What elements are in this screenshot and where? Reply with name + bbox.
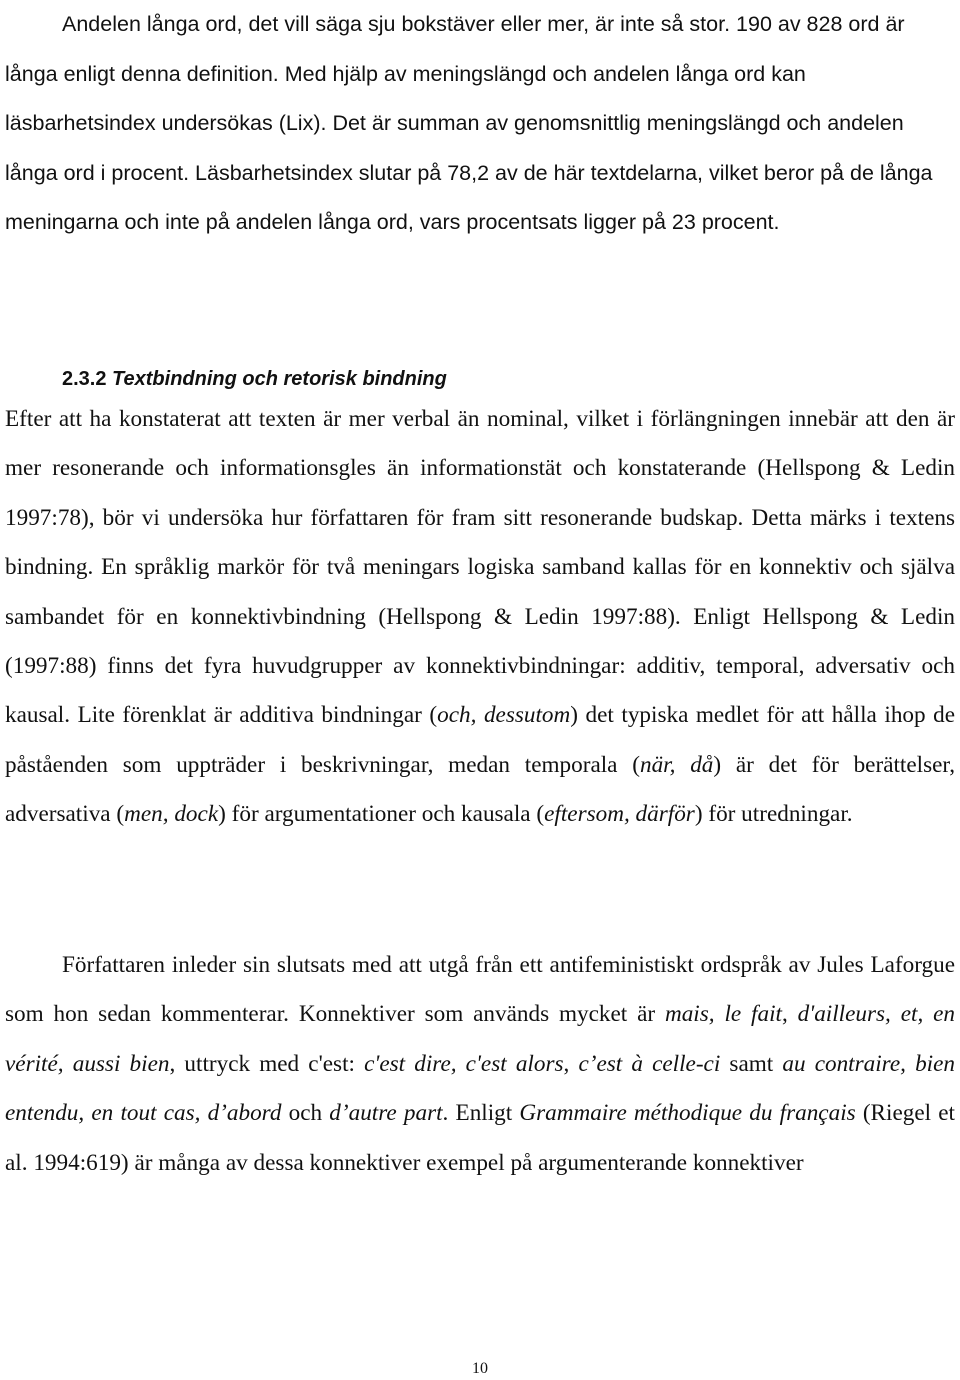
paragraph-conclusion: [5, 941, 955, 1188]
example-connective: au contraire, bien entendu, en tout cas, d’abord: [5, 1050, 955, 1127]
example-temporal: när, då: [639, 751, 714, 778]
example-adversative: men, dock: [124, 801, 219, 828]
text-run: och: [281, 1100, 330, 1127]
text-run: ) det typiska medlet för att hålla ihop de påståenden som uppträder i beskrivningar, medan temporala (: [5, 702, 956, 778]
text-run: samt: [720, 1050, 783, 1077]
example-connective: mais, le fait: [664, 1001, 782, 1028]
example-additive: och, dessutom: [437, 702, 571, 729]
section-number: 2.3.2: [62, 368, 107, 390]
section-heading: [62, 368, 447, 391]
example-connective: c’est à celle-ci: [578, 1050, 721, 1077]
text-run: ,: [563, 1050, 579, 1077]
text-run: ) för argumentationer och kausala (: [218, 801, 545, 828]
paragraph-connectives: [5, 395, 955, 840]
text-run: Författaren inleder sin slutsats med att utgå från ett antifeministiskt ordspråk av Jules Laforgue som hon sedan kommenterar. Konnektiver som används mycket är: [5, 952, 955, 1028]
text-run: , uttryck med c'est:: [169, 1050, 365, 1077]
text-run: (Riegel et al. 1994:619) är många av dessa konnektiver exempel på argumenterande konnektiver: [5, 1100, 956, 1176]
page-number: 10: [472, 1360, 488, 1377]
text-run: ,: [781, 1001, 798, 1028]
text-run: . Enligt: [442, 1100, 520, 1127]
text-run: ) är det för berättelser, adversativa (: [5, 751, 956, 828]
example-connective: d'ailleurs, et, en vérité, aussi bien: [5, 1001, 955, 1077]
text-run: ) för utredningar.: [694, 801, 853, 828]
book-title: Grammaire méthodique du français: [519, 1100, 856, 1127]
text-run: Efter att ha konstaterat att texten är mer verbal än nominal, vilket i förlängningen innebär att den är mer resonerande och informationsgles än informationstät och konstaterande (Hellspong & Ledin 1997:78), bör vi undersöka hur författaren för fram sitt resonerande budskap. Detta märks i textens bindning. En språklig markör för två meningars logiska samband kallas för en konnektiv och själva sambandet för en konnektivbindning (Hellspong & Ledin 1997:88). Enligt Hellspong & Ledin (1997:88) finns det fyra huvudgrupper av konnektivbindningar: additiv, temporal, adversativ och kausal. Lite förenklat är additiva bindningar (: [5, 406, 955, 729]
example-causal: eftersom, därför: [544, 801, 695, 828]
example-connective: c'est dire, c'est alors: [364, 1050, 564, 1077]
example-connective: d’autre part: [329, 1100, 443, 1127]
paragraph-readability: Andelen långa ord, det vill säga sju bokstäver eller mer, är inte så stor. 190 av 828 ord är långa enligt denna definition. Med hjälp av meningslängd och andelen långa ord kan läsbarhetsindex undersökas (Lix). Det är summan av genomsnittlig meningslängd och andelen långa ord i procent. Läsbarhetsindex slutar på 78,2 av de här textdelarna, vilket beror på de långa meningarna och inte på andelen långa ord, vars procentsats ligger på 23 procent.: [5, 12, 933, 235]
section-title: Textbindning och retorisk bindning: [112, 368, 447, 390]
